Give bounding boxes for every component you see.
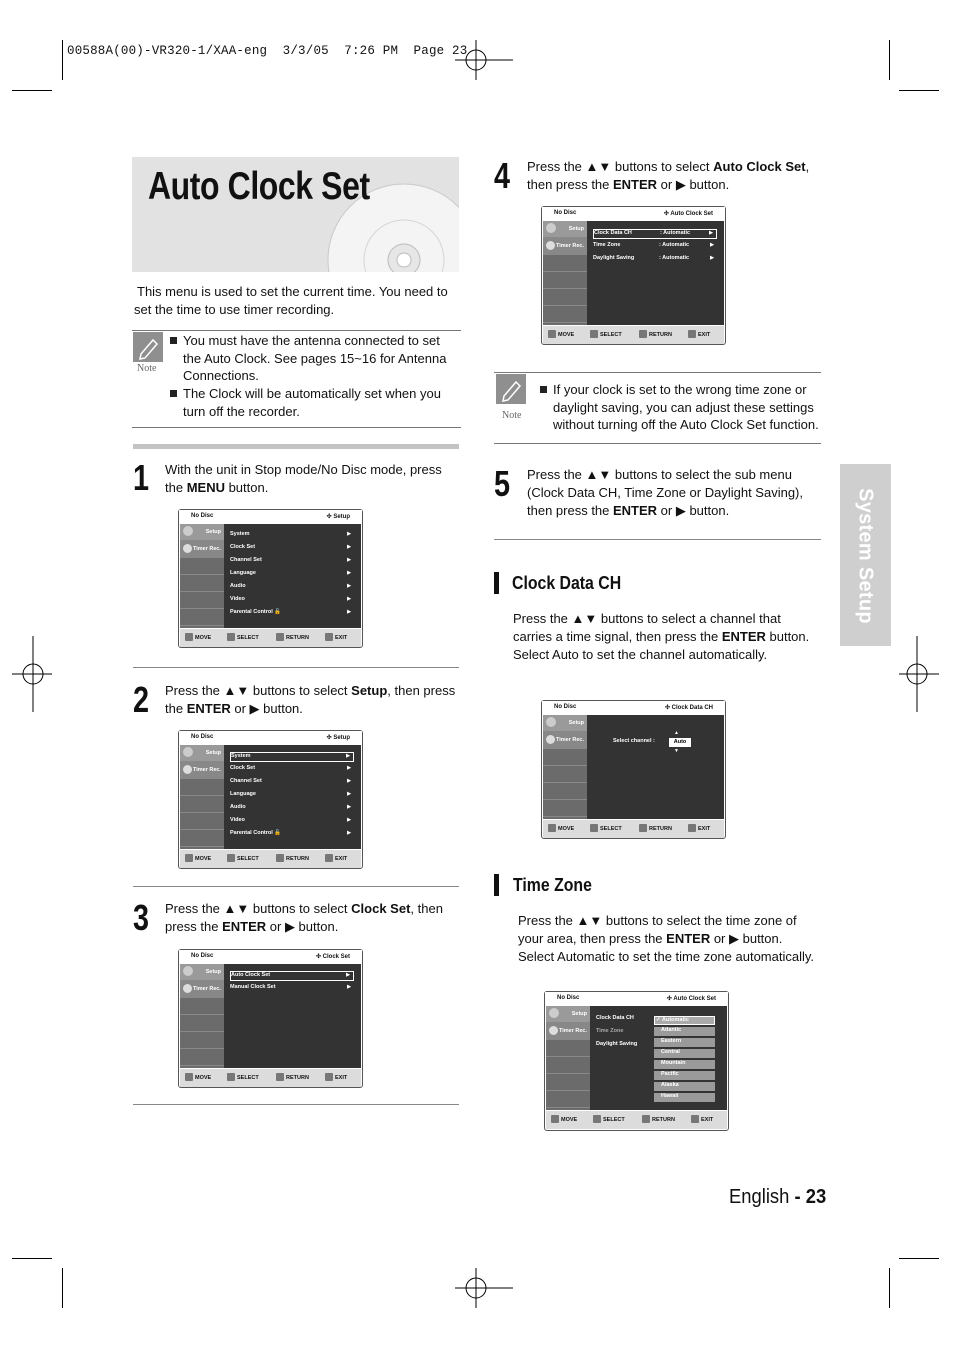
side-tab-label: System Setup <box>854 488 877 624</box>
osd-menu-item: Parental Control 🔓 ▶ <box>230 830 351 836</box>
step-number: 5 <box>494 463 511 504</box>
osd-breadcrumb-text: Setup <box>333 514 350 520</box>
note-text: You must have the antenna connected to set <box>183 333 440 348</box>
title-banner <box>132 157 459 272</box>
osd-breadcrumb: ✣ Setup <box>326 514 350 520</box>
section-divider <box>133 444 459 449</box>
osd-label-active: Time Zone <box>596 1028 624 1034</box>
select-icon <box>227 633 235 641</box>
step-text: Press the ▲▼ buttons to select Clock Set, then press the ENTER or ▶ button. <box>165 901 443 934</box>
crop-mark <box>12 90 52 91</box>
osd-menu-item-selected: System ▶ <box>230 752 354 762</box>
note-bullet: If your clock is set to the wrong time zone or daylight saving, you can adjust these settings without turning off the Auto Clock Set function. <box>540 381 825 434</box>
crop-mark <box>12 1258 52 1259</box>
osd-menu-item: Clock Set ▶ <box>230 765 351 771</box>
lock-icon: 🔓 <box>274 830 282 836</box>
osd-menu-item: Language ▶ <box>230 791 351 797</box>
osd-screen-menu <box>178 509 363 648</box>
osd-exit: EXIT <box>335 635 348 641</box>
bullet-icon <box>170 390 177 397</box>
note-bullet <box>170 385 460 420</box>
osd-screen-clockdata: No Disc ✣ Clock Data CH Setup Timer Rec. Select channel : ▲ Auto ▼ MOVE SELECT RETURN EXIT <box>541 700 726 839</box>
registration-mark <box>899 636 939 712</box>
osd-screen-setup: No Disc ✣ Setup Setup Timer Rec. System ▶ Clock Set ▶ Channel Set ▶ Language ▶ Audio ▶ Video ▶ Parental Control 🔓 ▶ MOVE SELECT RETURN EXIT <box>178 730 363 869</box>
osd-setting-row: Daylight Saving : Automatic ▶ <box>593 255 714 261</box>
lock-icon: 🔓 <box>274 609 282 615</box>
pencil-icon <box>133 332 163 362</box>
osd-menu-item-selected: Auto Clock Set ▶ <box>230 971 354 981</box>
crop-mark <box>889 40 890 80</box>
intro-line: This menu is used to set the current time. You need to <box>137 284 448 299</box>
section-text: Press the ▲▼ buttons to select a channel that carries a time signal, then press the ENTER button. Select Auto to set the channel automatically. <box>513 611 810 662</box>
section-text: Press the ▲▼ buttons to select the time zone of your area, then press the ENTER or ▶ button. Select Automatic to set the time zone automatically. <box>518 913 815 964</box>
osd-tab-setup: Setup <box>205 529 221 535</box>
section-bar <box>494 572 499 594</box>
osd-status: No Disc <box>191 513 214 519</box>
step-number: 1 <box>133 457 150 498</box>
tz-option[interactable]: Central <box>654 1049 715 1058</box>
crop-mark <box>889 1268 890 1308</box>
page-title: Auto Clock Set <box>148 165 370 208</box>
note-label: Note <box>137 363 157 374</box>
osd-screen-clockset: No Disc ✣ Clock Set Setup Timer Rec. Auto Clock Set ▶ Manual Clock Set ▶ MOVE SELECT RETURN EXIT <box>178 949 363 1088</box>
step-line: button. <box>224 480 269 495</box>
tz-option[interactable]: Alaska <box>654 1082 715 1091</box>
check-icon: ✓ <box>656 1017 661 1023</box>
osd-screen-timezone: No Disc ✣ Auto Clock Set Setup Timer Rec. Clock Data CH Time Zone Daylight Saving ✓ Automatic Atlantic Eastern Central Mountain Pacific Alaska Hawaii MOVE SELECT RETURN EXIT <box>544 991 729 1131</box>
osd-menu-item: Audio ▶ <box>230 583 351 589</box>
note-text: the Auto Clock. See pages 15~16 for Antenna <box>183 350 447 366</box>
tz-option-selected[interactable]: ✓ Automatic <box>654 1016 715 1025</box>
tz-option[interactable]: Hawaii <box>654 1093 715 1102</box>
page-number: English - 23 <box>729 1186 827 1208</box>
section-side-tab <box>840 464 891 646</box>
osd-setting-row: Time Zone : Automatic ▶ <box>593 242 714 248</box>
divider <box>494 539 821 540</box>
note-bullet <box>170 332 460 385</box>
osd-menu-item: Channel Set ▶ <box>230 778 351 784</box>
osd-menu-item: Video ▶ <box>230 817 351 823</box>
osd-label: Clock Data CH <box>596 1015 634 1021</box>
divider <box>133 667 459 668</box>
crop-mark <box>62 1268 63 1308</box>
registration-mark <box>12 636 52 712</box>
crop-mark <box>899 90 939 91</box>
print-header: 00588A(00)-VR320-1/XAA-eng 3/3/05 7:26 PM Page 23 <box>67 44 468 58</box>
osd-menu-item: Parental Control 🔓 ▶ <box>230 609 351 615</box>
up-arrow-icon: ▲ <box>674 730 679 736</box>
tz-option[interactable]: Eastern <box>654 1038 715 1047</box>
note-text: Connections. <box>183 368 259 383</box>
step-text: Press the ▲▼ buttons to select Auto Clock Set, then press the ENTER or ▶ button. <box>527 159 810 192</box>
section-heading: Time Zone <box>513 875 592 895</box>
note-label: Note <box>502 410 522 421</box>
step-text: Press the ▲▼ buttons to select Setup, then press the ENTER or ▶ button. <box>165 683 456 716</box>
osd-menu-item: Manual Clock Set ▶ <box>230 984 351 990</box>
osd-channel-label: Select channel : <box>613 738 655 744</box>
osd-setting-row-selected: Clock Data CH : Automatic ▶ <box>593 229 717 239</box>
osd-menu-item: Language ▶ <box>230 570 351 576</box>
osd-menu-item: Channel Set ▶ <box>230 557 351 563</box>
step-number: 4 <box>494 155 511 196</box>
osd-select: SELECT <box>237 635 259 641</box>
osd-menu-item: System ▶ <box>230 531 351 537</box>
osd-menu-item: Audio ▶ <box>230 804 351 810</box>
divider <box>133 886 459 887</box>
step-number: 3 <box>133 897 150 938</box>
intro-text <box>134 283 464 319</box>
return-icon <box>276 633 284 641</box>
crop-mark <box>899 1258 939 1259</box>
tz-option[interactable]: Pacific <box>654 1071 715 1080</box>
note-text: turn off the recorder. <box>183 403 300 419</box>
osd-return: RETURN <box>286 635 309 641</box>
move-icon <box>185 633 193 641</box>
divider <box>133 1104 459 1105</box>
osd-label: Daylight Saving <box>596 1041 638 1047</box>
exit-icon <box>325 633 333 641</box>
step-line: the <box>165 480 187 495</box>
registration-mark <box>455 1268 515 1308</box>
crop-mark <box>62 40 63 80</box>
osd-move: MOVE <box>195 635 212 641</box>
bullet-icon <box>540 386 547 393</box>
channel-value[interactable]: Auto <box>669 738 691 747</box>
step-line: With the unit in Stop mode/No Disc mode, press <box>165 462 442 477</box>
intro-line: set the time to use timer recording. <box>134 302 335 317</box>
section-bar <box>494 874 499 896</box>
pencil-icon <box>496 374 526 404</box>
tz-option[interactable]: Mountain <box>654 1060 715 1069</box>
osd-menu-item: Clock Set ▶ <box>230 544 351 550</box>
note-text: The Clock will be automatically set when you <box>183 386 441 401</box>
osd-tab-timer: Timer Rec. <box>192 546 221 552</box>
menu-key: MENU <box>186 480 225 495</box>
osd-screen-autoclock: No Disc ✣ Auto Clock Set Setup Timer Rec. Clock Data CH : Automatic ▶ Time Zone : Automatic ▶ Daylight Saving : Automatic ▶ MOVE SELECT RETURN EXIT <box>541 206 726 345</box>
tz-option[interactable]: Atlantic <box>654 1027 715 1036</box>
osd-menu-item: Video ▶ <box>230 596 351 602</box>
section-heading: Clock Data CH <box>512 573 622 593</box>
down-arrow-icon: ▼ <box>674 748 679 754</box>
step-text <box>165 461 460 497</box>
step-number: 2 <box>133 679 150 720</box>
bullet-icon <box>170 337 177 344</box>
step-text: Press the ▲▼ buttons to select the sub menu (Clock Data CH, Time Zone or Daylight Saving), then press the ENTER or ▶ button. <box>527 467 803 518</box>
